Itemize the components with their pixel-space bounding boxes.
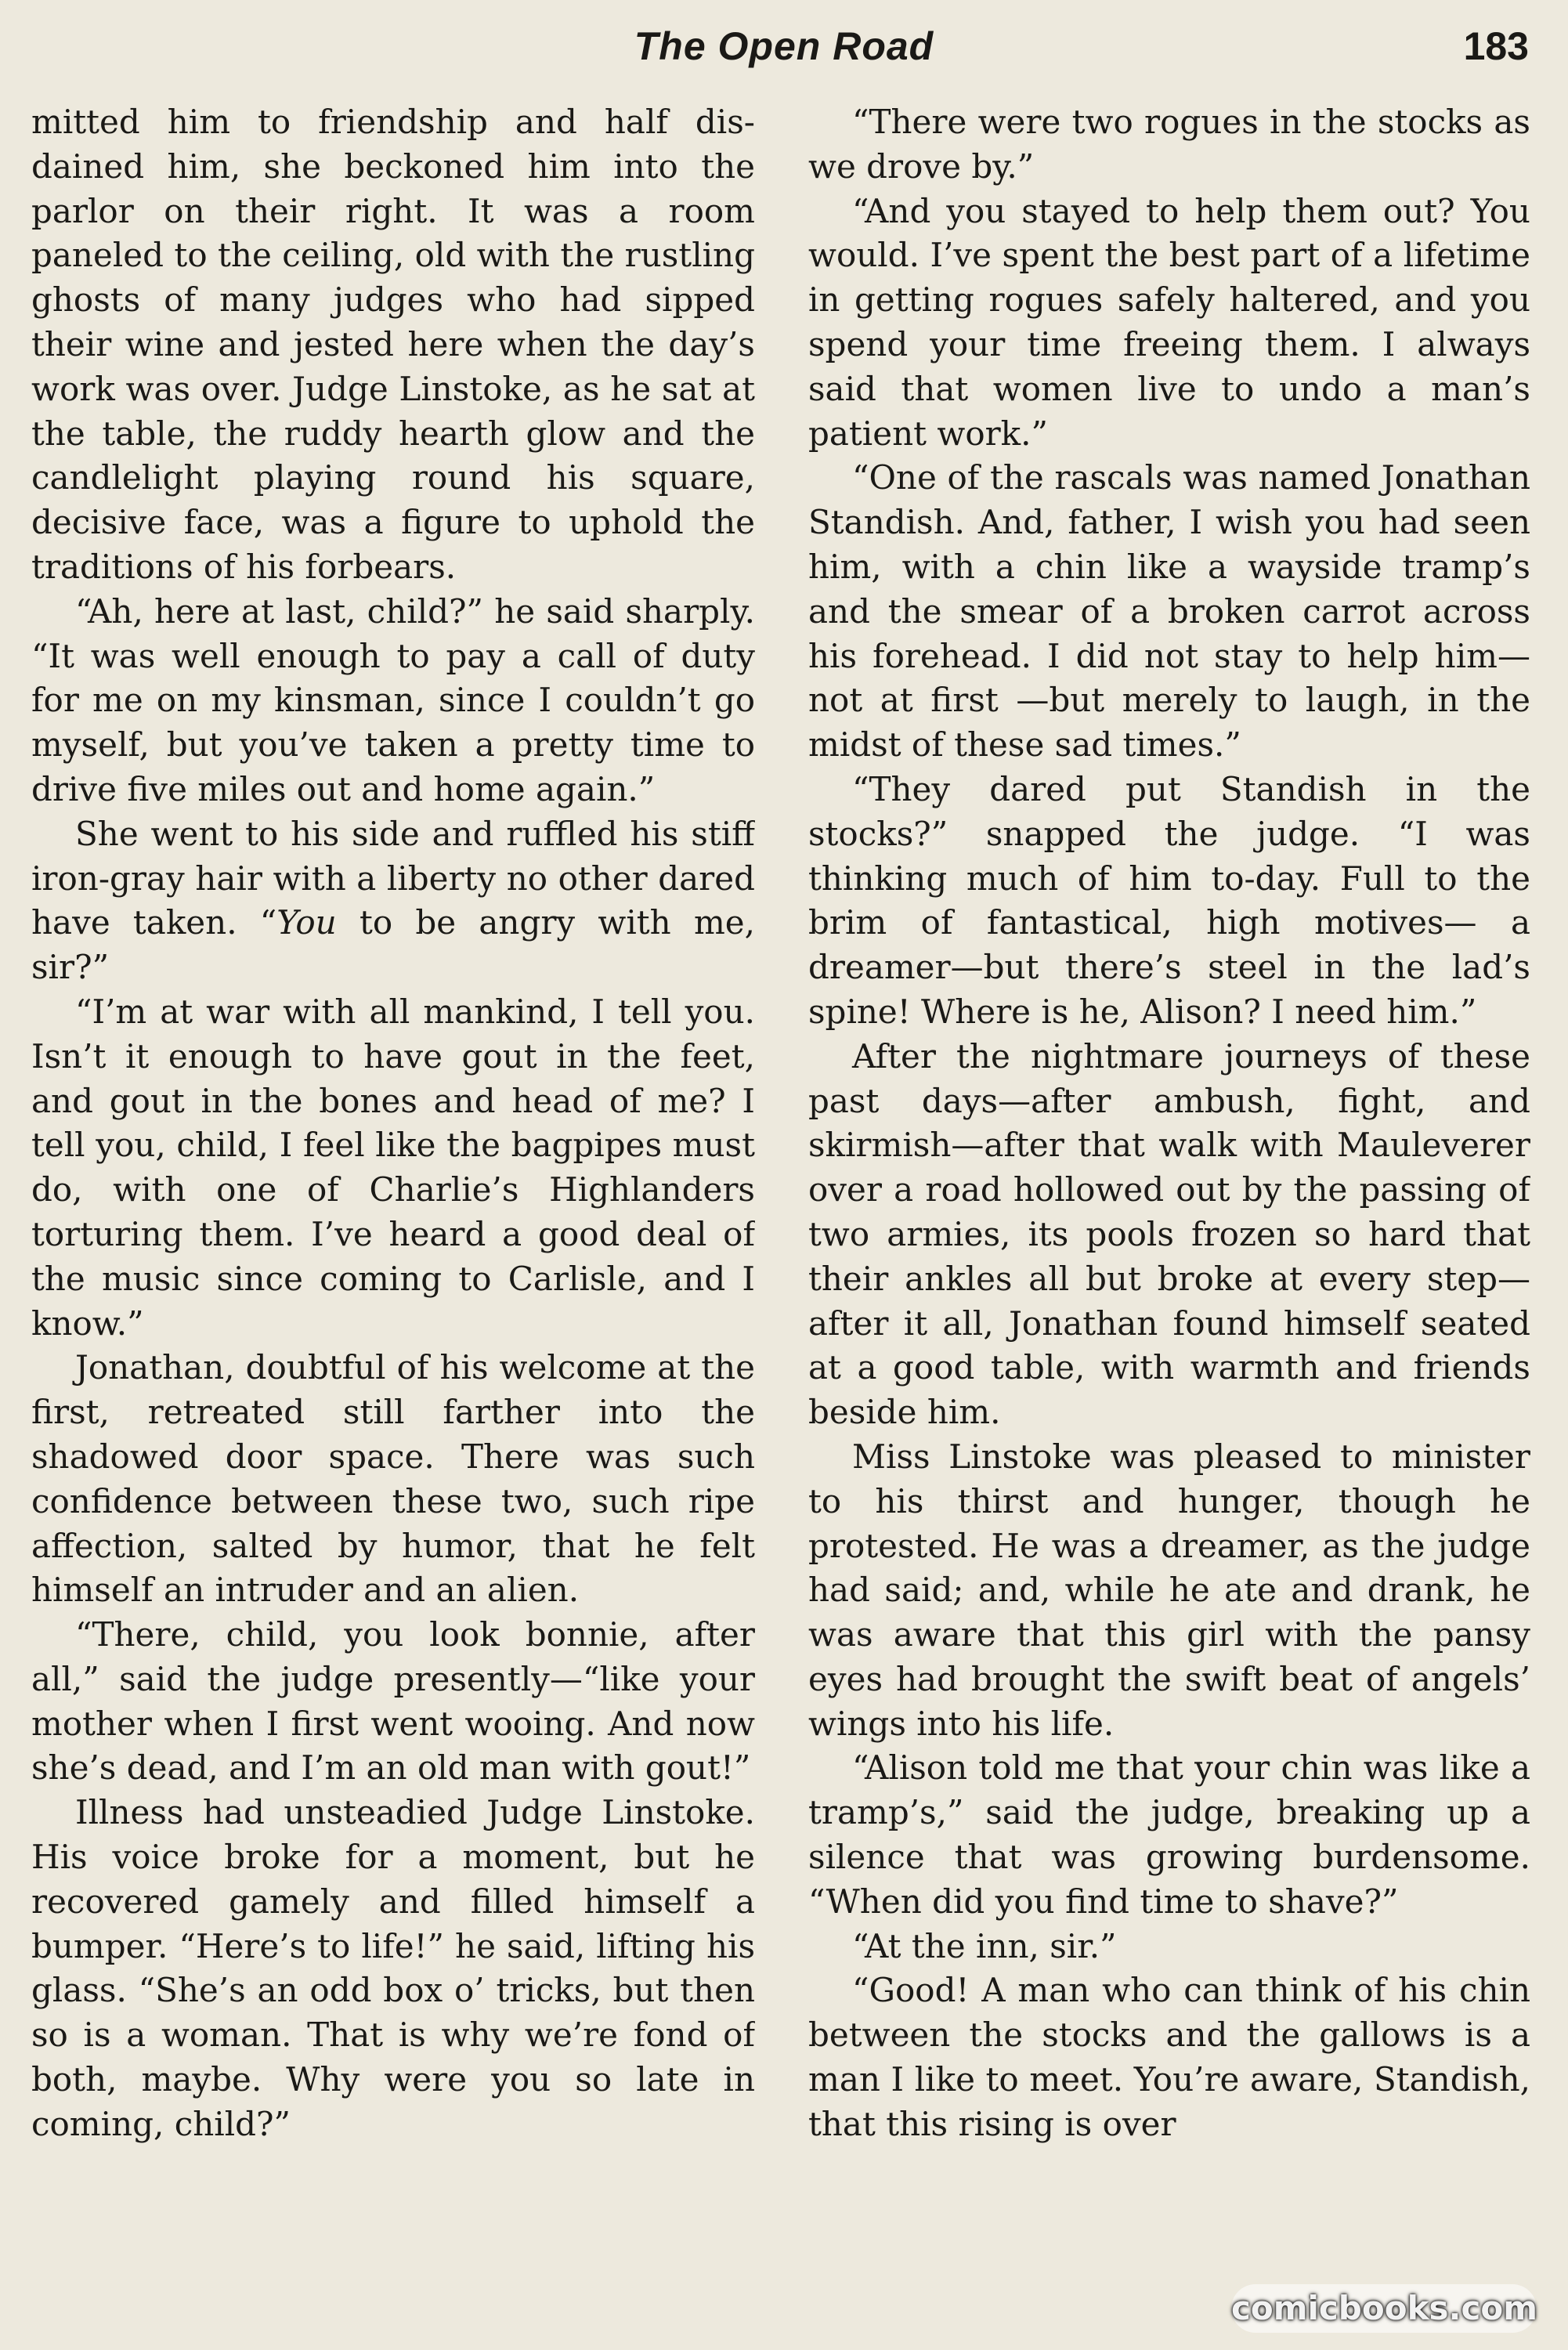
paragraph: “There, child, you look bonnie, after all,” said the judge presently—“like your mother when I first went wooing. And now she’s dead, and I’m an old man with gout!” <box>31 1615 755 1788</box>
right-column <box>808 100 1530 2333</box>
paragraph: Jonathan, doubtful of his welcome at the first, retreated still farther into the shadowed door space. There was such confidence between these two, such ripe affection, salted by humor, that he felt himself an intruder and an alien. <box>31 1348 755 1610</box>
page-header <box>0 17 1568 80</box>
paragraph: “Ah, here at last, child?” he said sharply. “It was well enough to pay a call of duty for me on my kinsman, since I couldn’t go myself, but you’ve taken a pretty time to drive five miles out and home again.” <box>31 591 755 808</box>
paragraph-text: to be angry with me, sir?” <box>31 903 755 987</box>
paragraph: After the nightmare journeys of these past days—after ambush, fight, and skirmish—after that walk with Mauleverer over a road hollowed out by the passing of two armies, its pools frozen so hard that their ankles all but broke at every step—after it all, Jonathan found himself seated at a good table, with warmth and friends beside him. <box>808 1036 1530 1432</box>
paragraph: mitted him to friendship and half disdained him, she beckoned him into the parlor on their right. It was a room paneled to the ceiling, old with the rustling ghosts of many judges who had sipped their wine and jested here when the day’s work was over. Judge Linstoke, as he sat at the table, the ruddy hearth glow and the candlelight playing round his square, decisive face, was a figure to uphold the traditions of his forbears. <box>31 103 755 586</box>
paragraph: Illness had unsteadied Judge Linstoke. His voice broke for a moment, but he recovered gamely and filled himself a bumper. “Here’s to life!” he said, lifting his glass. “She’s an odd box o’ tricks, but then so is a woman. That is why we’re fond of both, maybe. Why were you so late in coming, child?” <box>31 1793 755 2143</box>
paragraph: “They dared put Standish in the stocks?” snapped the judge. “I was thinking much of him to-day. Full to the brim of fantastical, high motives— a dreamer—but there’s steel in the lad’s spine! Where is he, Alison? I need him.” <box>808 769 1530 1031</box>
paragraph: Miss Linstoke was pleased to minister to his thirst and hunger, though he protested. He was a dreamer, as the judge had said; and, while he ate and drank, he was aware that this girl with the pansy eyes had brought the swift beat of angels’ wings into his life. <box>808 1437 1530 1743</box>
paragraph-text: She went to his side and ruffled his stiff iron-gray hair with a liberty no other dared have taken. “ <box>31 814 755 942</box>
paragraph: “I’m at war with all mankind, I tell you. Isn’t it enough to have gout in the feet, and gout in the bones and head of me? I tell you, child, I feel like the bagpipes must do, with one of Charlie’s Highlanders torturing them. I’ve heard a good deal of the music since coming to Carlisle, and I know.” <box>31 992 755 1343</box>
paragraph: “At the inn, sir.” <box>852 1926 1117 1965</box>
emphasis-text: You <box>276 903 337 942</box>
page-number: 183 <box>1463 24 1529 68</box>
paragraph: “And you stayed to help them out? You would. I’ve spent the best part of a lifetime in getting rogues safely haltered, and you spend your time freeing them. I always said that women live to undo a man’s patient work.” <box>808 191 1530 453</box>
paragraph: “One of the rascals was named Jonathan Standish. And, father, I wish you had seen him, with a chin like a wayside tramp’s and the smear of a broken carrot across his forehead. I did not stay to help him—not at first —but merely to laugh, in the midst of these sad times.” <box>808 458 1530 765</box>
running-title: The Open Road <box>634 24 934 68</box>
watermark-logo: comicbooks.com <box>1231 2284 1537 2333</box>
paragraph: “Alison told me that your chin was like a tramp’s,” said the judge, breaking up a silence that was growing burdensome. “When did you find time to shave?” <box>808 1748 1530 1921</box>
paragraph: “Good! A man who can think of his chin between the stocks and the gallows is a man I like to meet. You’re aware, Standish, that this rising is over <box>808 1971 1530 2143</box>
left-column <box>31 100 755 2333</box>
paragraph: “There were two rogues in the stocks as we drove by.” <box>808 103 1530 186</box>
paragraph <box>31 812 755 990</box>
